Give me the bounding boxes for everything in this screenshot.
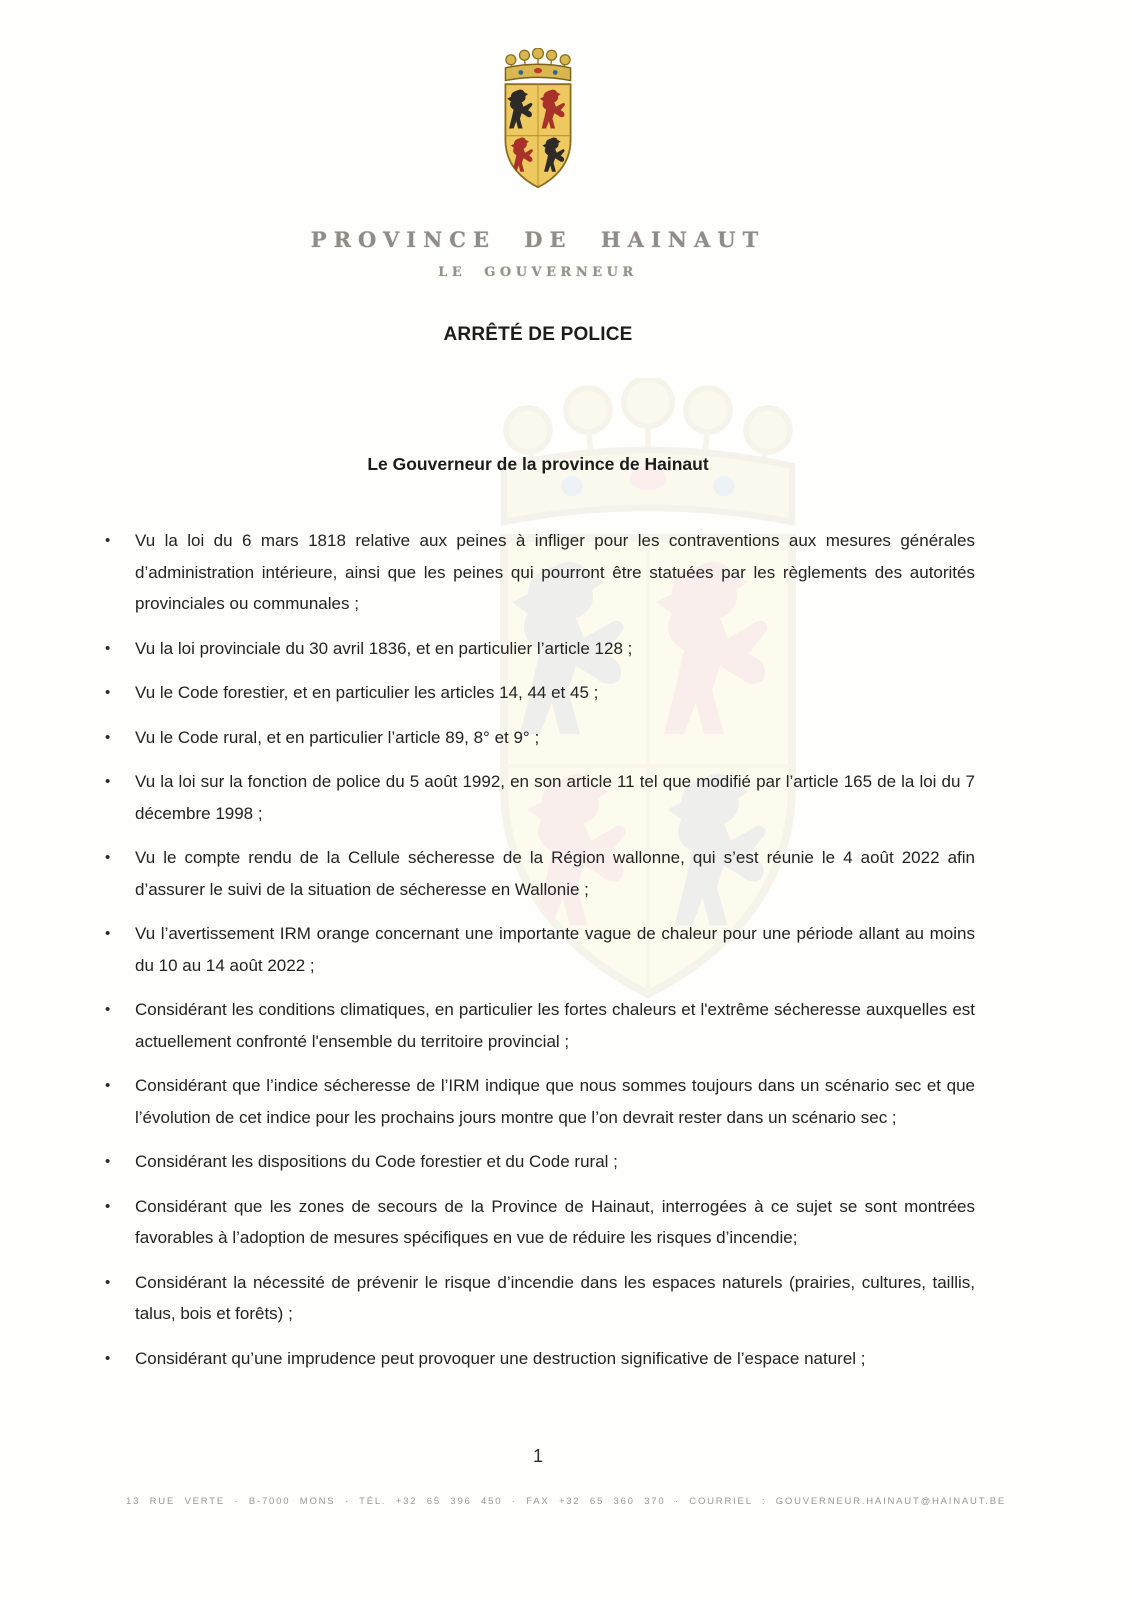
province-title: PROVINCE DE HAINAUT (310, 227, 766, 252)
governor-subtitle: LE GOUVERNEUR (438, 265, 638, 280)
clause-item (103, 1267, 975, 1330)
clause-text: Vu l’avertissement IRM orange concernant une importante vague de chaleur pour une période allant au moins du 10 au 14 août 2022 ; (135, 924, 975, 975)
clause-item (103, 633, 975, 665)
clause-item (103, 994, 975, 1057)
clause-item (103, 842, 975, 905)
clause-item (103, 1191, 975, 1254)
clause-item (103, 1070, 975, 1133)
clause-item (103, 918, 975, 981)
hainaut-coat-of-arms-icon (479, 48, 597, 200)
clause-item (103, 1146, 975, 1178)
clause-text: Vu le compte rendu de la Cellule sécheresse de la Région wallonne, qui s’est réunie le 4 août 2022 afin d’assurer le suivi de la situation de sécheresse en Wallonie ; (135, 848, 975, 899)
clause-text: Considérant les dispositions du Code forestier et du Code rural ; (135, 1152, 618, 1171)
footer-contact-line: 13 RUE VERTE · B-7000 MONS · TÉL. +32 65 396 450 · FAX +32 65 360 370 · COURRIEL : GOUVERNEUR.HAINAUT@HAINAUT.BE (126, 1496, 1006, 1507)
clause-item (103, 722, 975, 754)
clause-text: Vu la loi provinciale du 30 avril 1836, et en particulier l’article 128 ; (135, 638, 633, 658)
letterhead (0, 0, 1076, 347)
clause-list (0, 525, 1132, 1374)
clause-item (103, 677, 975, 709)
clause-text: Vu la loi du 6 mars 1818 relative aux peines à infliger pour les contraventions aux mesures générales d’administration intérieure, ainsi que les peines qui pourront être statuées par les règlements des autorités provinciales ou communales ; (135, 531, 975, 613)
clause-text: Vu la loi sur la fonction de police du 5 août 1992, en son article 11 tel que modifié par l’article 165 de la loi du 7 décembre 1998 ; (135, 772, 975, 823)
clause-text: Considérant que l’indice sécheresse de l’IRM indique que nous sommes toujours dans un scénario sec et que l’évolution de cet indice pour les prochains jours montre que l’on devrait rester dans un scénario sec ; (135, 1076, 975, 1127)
clause-item (103, 766, 975, 829)
clause-text: Vu le Code rural, et en particulier l’article 89, 8° et 9° ; (135, 727, 540, 747)
intro-heading: Le Gouverneur de la province de Hainaut (367, 454, 709, 474)
clause-text: Considérant les conditions climatiques, en particulier les fortes chaleurs et l'extrême sécheresse auxquelles est actuellement confronté l'ensemble du territoire provincial ; (135, 1000, 975, 1051)
clause-text: Considérant qu’une imprudence peut provoquer une destruction significative de l’espace naturel ; (135, 1348, 866, 1368)
document-title: ARRÊTÉ DE POLICE (443, 324, 633, 345)
clause-text: Vu le Code forestier, et en particulier les articles 14, 44 et 45 ; (135, 683, 599, 702)
clause-item (103, 525, 975, 620)
clause-text: Considérant que les zones de secours de la Province de Hainaut, interrogées à ce sujet se sont montrées favorables à l’adoption de mesures spécifiques en vue de réduire les risques d’incendie; (135, 1196, 975, 1247)
clause-item (103, 1343, 975, 1375)
document-body (0, 525, 1132, 1374)
page-number: 1 (532, 1446, 543, 1466)
clause-text: Considérant la nécessité de prévenir le risque d’incendie dans les espaces naturels (prairies, cultures, taillis, talus, bois et forêts) ; (135, 1272, 975, 1323)
